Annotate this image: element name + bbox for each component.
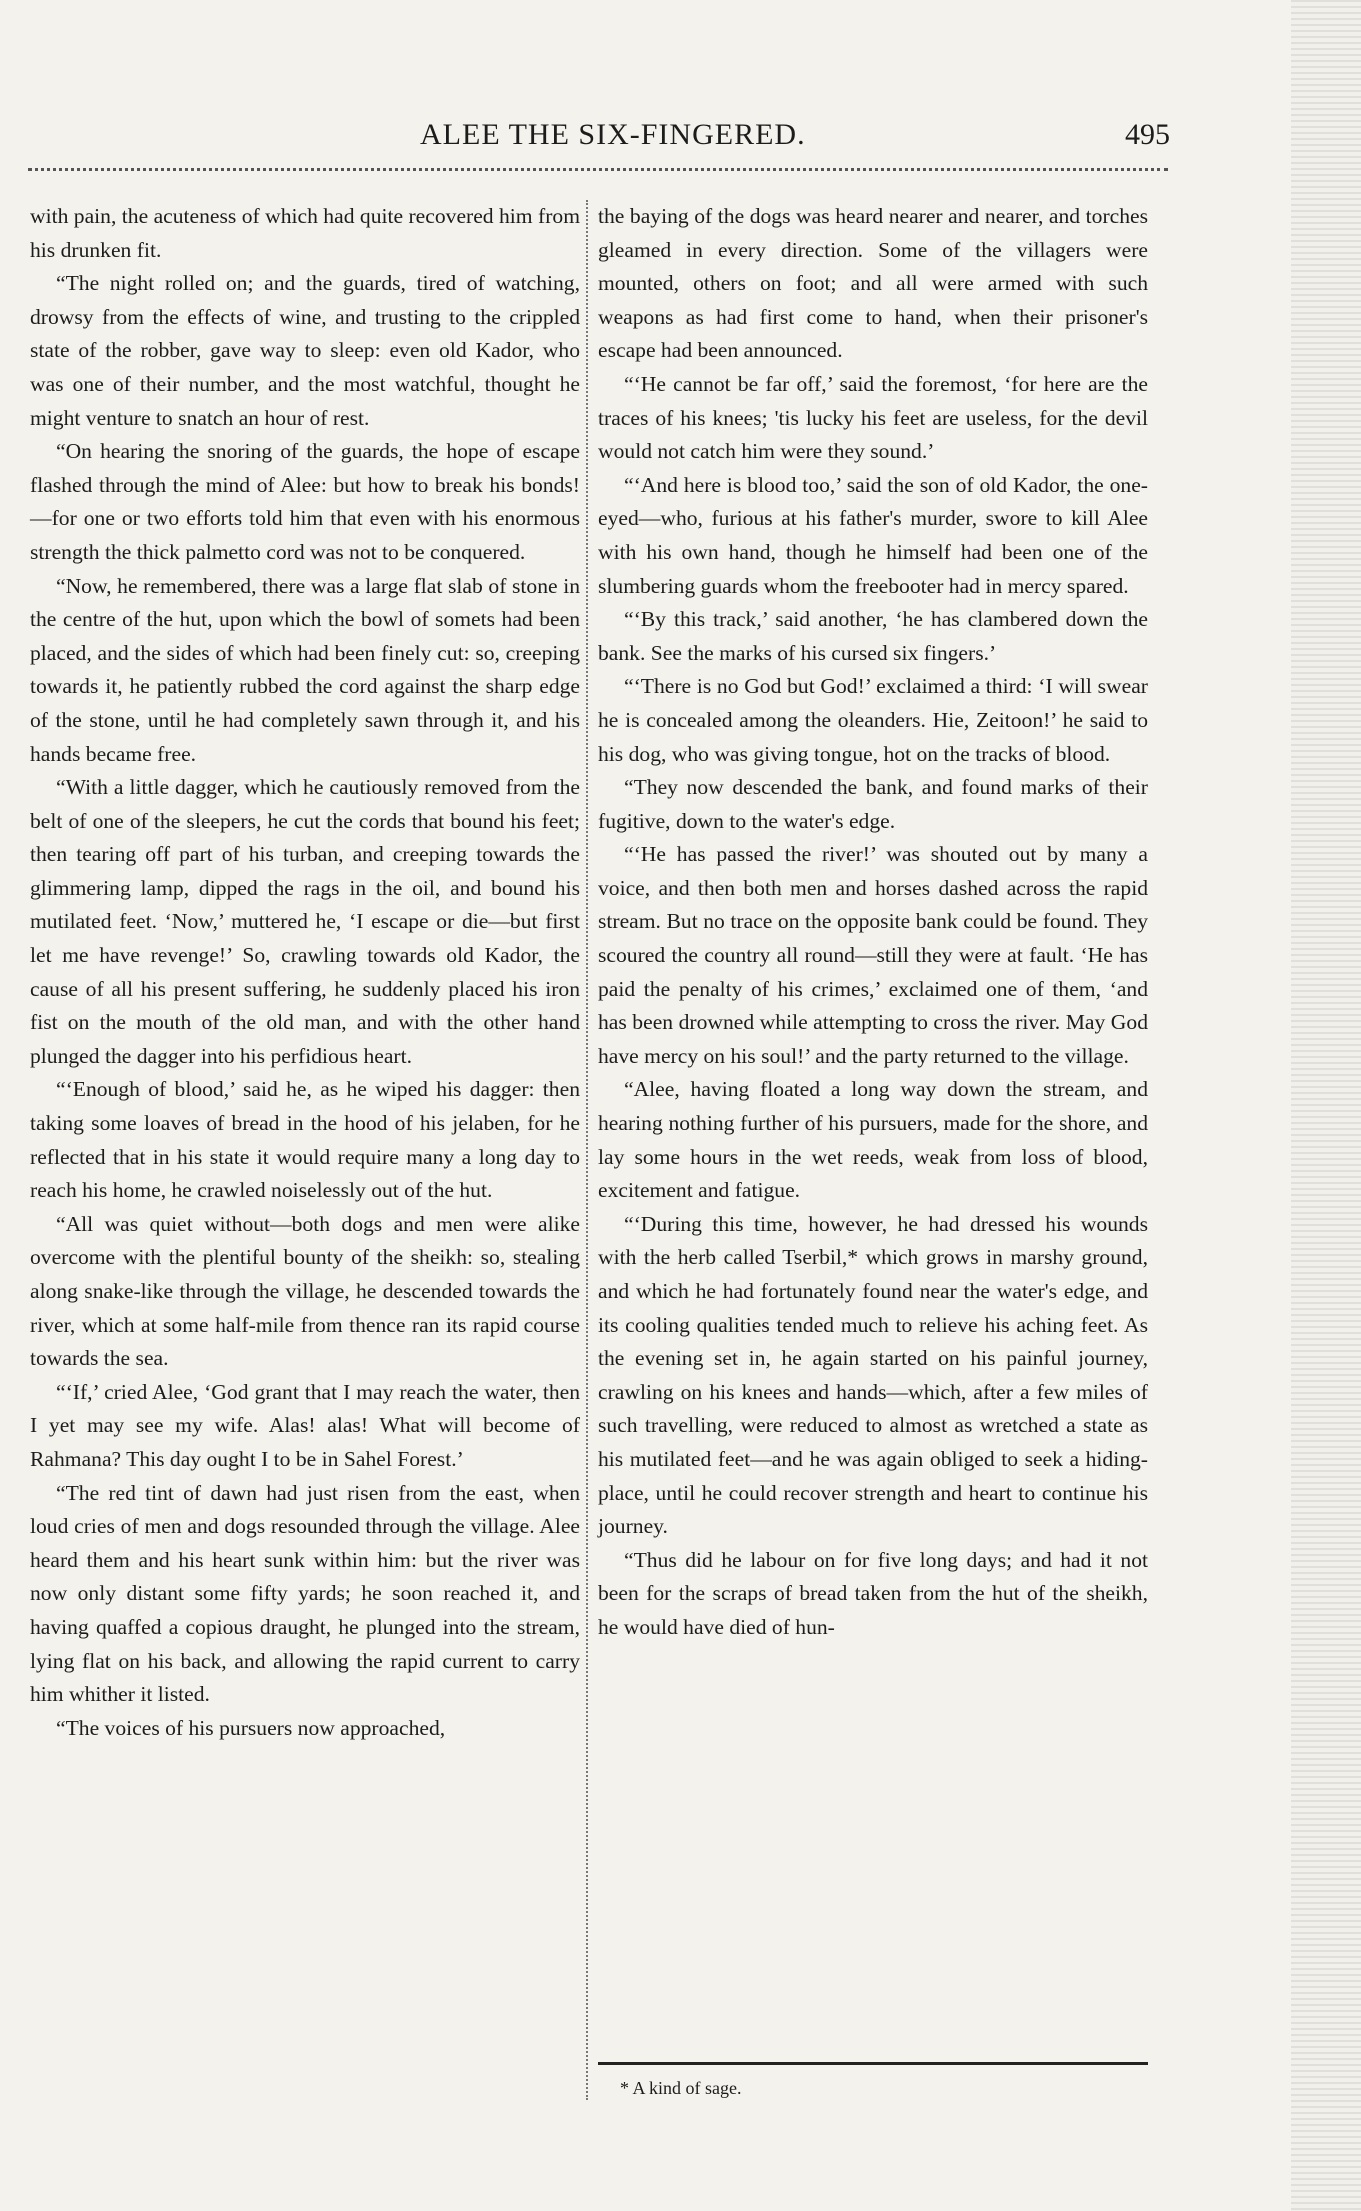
- paragraph: “The red tint of dawn had just risen from the east, when loud cries of men and dogs resounded through the village. Alee heard them and his heart sunk within him: but the river was now only distant some fifty yards; he soon reached it, and having quaffed a copious draught, he plunged into the stream, lying flat on his back, and allowing the rapid current to carry him whither it listed.: [30, 1480, 580, 1707]
- paragraph: “The night rolled on; and the guards, tired of watching, drowsy from the effects of wine, and trusting to the crippled state of the robber, gave way to sleep: even old Kador, who was one of their number, and the most watchful, thought he might venture to snatch an hour of rest.: [30, 271, 580, 430]
- running-title: ALEE THE SIX-FINGERED.: [420, 118, 806, 151]
- paragraph: “‘If,’ cried Alee, ‘God grant that I may reach the water, then I yet may see my wife. Alas! alas! What will become of Rahmana? This day ought I to be in Sahel Forest.’: [30, 1379, 580, 1471]
- paragraph: “With a little dagger, which he cautiously removed from the belt of one of the sleepers, he cut the cords that bound his feet; then tearing off part of his turban, and creeping towards the glimmering lamp, dipped the rags in the oil, and bound his mutilated feet. ‘Now,’ muttered he, ‘I escape or die—but first let me have revenge!’ So, crawling towards old Kador, the cause of all his present suffering, he suddenly placed his iron fist on the mouth of the old man, and with the other hand plunged the dagger into his perfidious heart.: [30, 775, 580, 1068]
- scan-edge-noise: [1291, 0, 1361, 2211]
- paragraph: “‘He has passed the river!’ was shouted out by many a voice, and then both men and horses dashed across the rapid stream. But no trace on the opposite bank could be found. They scoured the country all round—still they were at fault. ‘He has paid the penalty of his crimes,’ exclaimed one of them, ‘and has been drowned while attempting to cross the river. May God have mercy on his soul!’ and the party returned to the village.: [598, 842, 1148, 1068]
- paragraph: “‘He cannot be far off,’ said the foremost, ‘for here are the traces of his knees; 'tis lucky his feet are useless, for the devil would not catch him were they sound.’: [598, 371, 1148, 464]
- paragraph: “The voices of his pursuers now approached,: [56, 1715, 446, 1740]
- left-column: [30, 200, 580, 1745]
- paragraph: “They now descended the bank, and found marks of their fugitive, down to the water's edge.: [598, 775, 1148, 833]
- paragraph: “Thus did he labour on for five long days; and had it not been for the scraps of bread taken from the hut of the sheikh, he would have died of hun-: [598, 1547, 1148, 1639]
- paragraph: “On hearing the snoring of the guards, the hope of escape flashed through the mind of Alee: but how to break his bonds!—for one or two efforts told him that even with his enormous strength the thick palmetto cord was not to be conquered.: [30, 439, 580, 564]
- header-rule: [28, 168, 1168, 171]
- paragraph: “Now, he remembered, there was a large flat slab of stone in the centre of the hut, upon which the bowl of somets had been placed, and the sides of which had been finely cut: so, creeping towards it, he patiently rubbed the cord against the sharp edge of the stone, until he had completely sawn through it, and his hands became free.: [30, 573, 580, 766]
- page-header: [30, 118, 1170, 158]
- column-divider: [586, 200, 588, 2100]
- paragraph: with pain, the acuteness of which had quite recovered him from his drunken fit.: [30, 204, 580, 262]
- paragraph: “All was quiet without—both dogs and men were alike overcome with the plentiful bounty of the sheikh: so, stealing along snake-like through the village, he descended towards the river, which at some half-mile from thence ran its rapid course towards the sea.: [30, 1211, 580, 1371]
- right-column: [598, 200, 1148, 1645]
- page-number: 495: [1125, 118, 1170, 151]
- paragraph: “‘And here is blood too,’ said the son of old Kador, the one-eyed—who, furious at his father's murder, swore to kill Alee with his own hand, though he himself had been one of the slumbering guards whom the freebooter had in mercy spared.: [598, 472, 1148, 598]
- paragraph: “‘During this time, however, he had dressed his wounds with the herb called Tserbil,* which grows in marshy ground, and which he had fortunately found near the water's edge, and its cooling qualities tended much to relieve his aching feet. As the evening set in, he again started on his painful journey, crawling on his knees and hands—which, after a few miles of such travelling, were reduced to almost as wretched a state as his mutilated feet—and he was again obliged to seek a hiding-place, until he could recover strength and heart to continue his journey.: [598, 1211, 1148, 1539]
- footnote: * A kind of sage.: [620, 2078, 742, 2098]
- footnote-rule: [598, 2062, 1148, 2065]
- paragraph: “‘Enough of blood,’ said he, as he wiped his dagger: then taking some loaves of bread in the hood of his jelaben, for he reflected that in his state it would require many a long day to reach his home, he crawled noiselessly out of the hut.: [30, 1077, 580, 1203]
- paragraph: the baying of the dogs was heard nearer and nearer, and torches gleamed in every direction. Some of the villagers were mounted, others on foot; and all were armed with such weapons as had first come to hand, when their prisoner's escape had been announced.: [598, 204, 1148, 363]
- paragraph: “‘By this track,’ said another, ‘he has clambered down the bank. See the marks of his cursed six fingers.’: [598, 607, 1148, 665]
- paragraph: “Alee, having floated a long way down the stream, and hearing nothing further of his pursuers, made for the shore, and lay some hours in the wet reeds, weak from loss of blood, excitement and fatigue.: [598, 1077, 1148, 1203]
- paragraph: “‘There is no God but God!’ exclaimed a third: ‘I will swear he is concealed among the oleanders. Hie, Zeitoon!’ he said to his dog, who was giving tongue, hot on the tracks of blood.: [598, 674, 1148, 766]
